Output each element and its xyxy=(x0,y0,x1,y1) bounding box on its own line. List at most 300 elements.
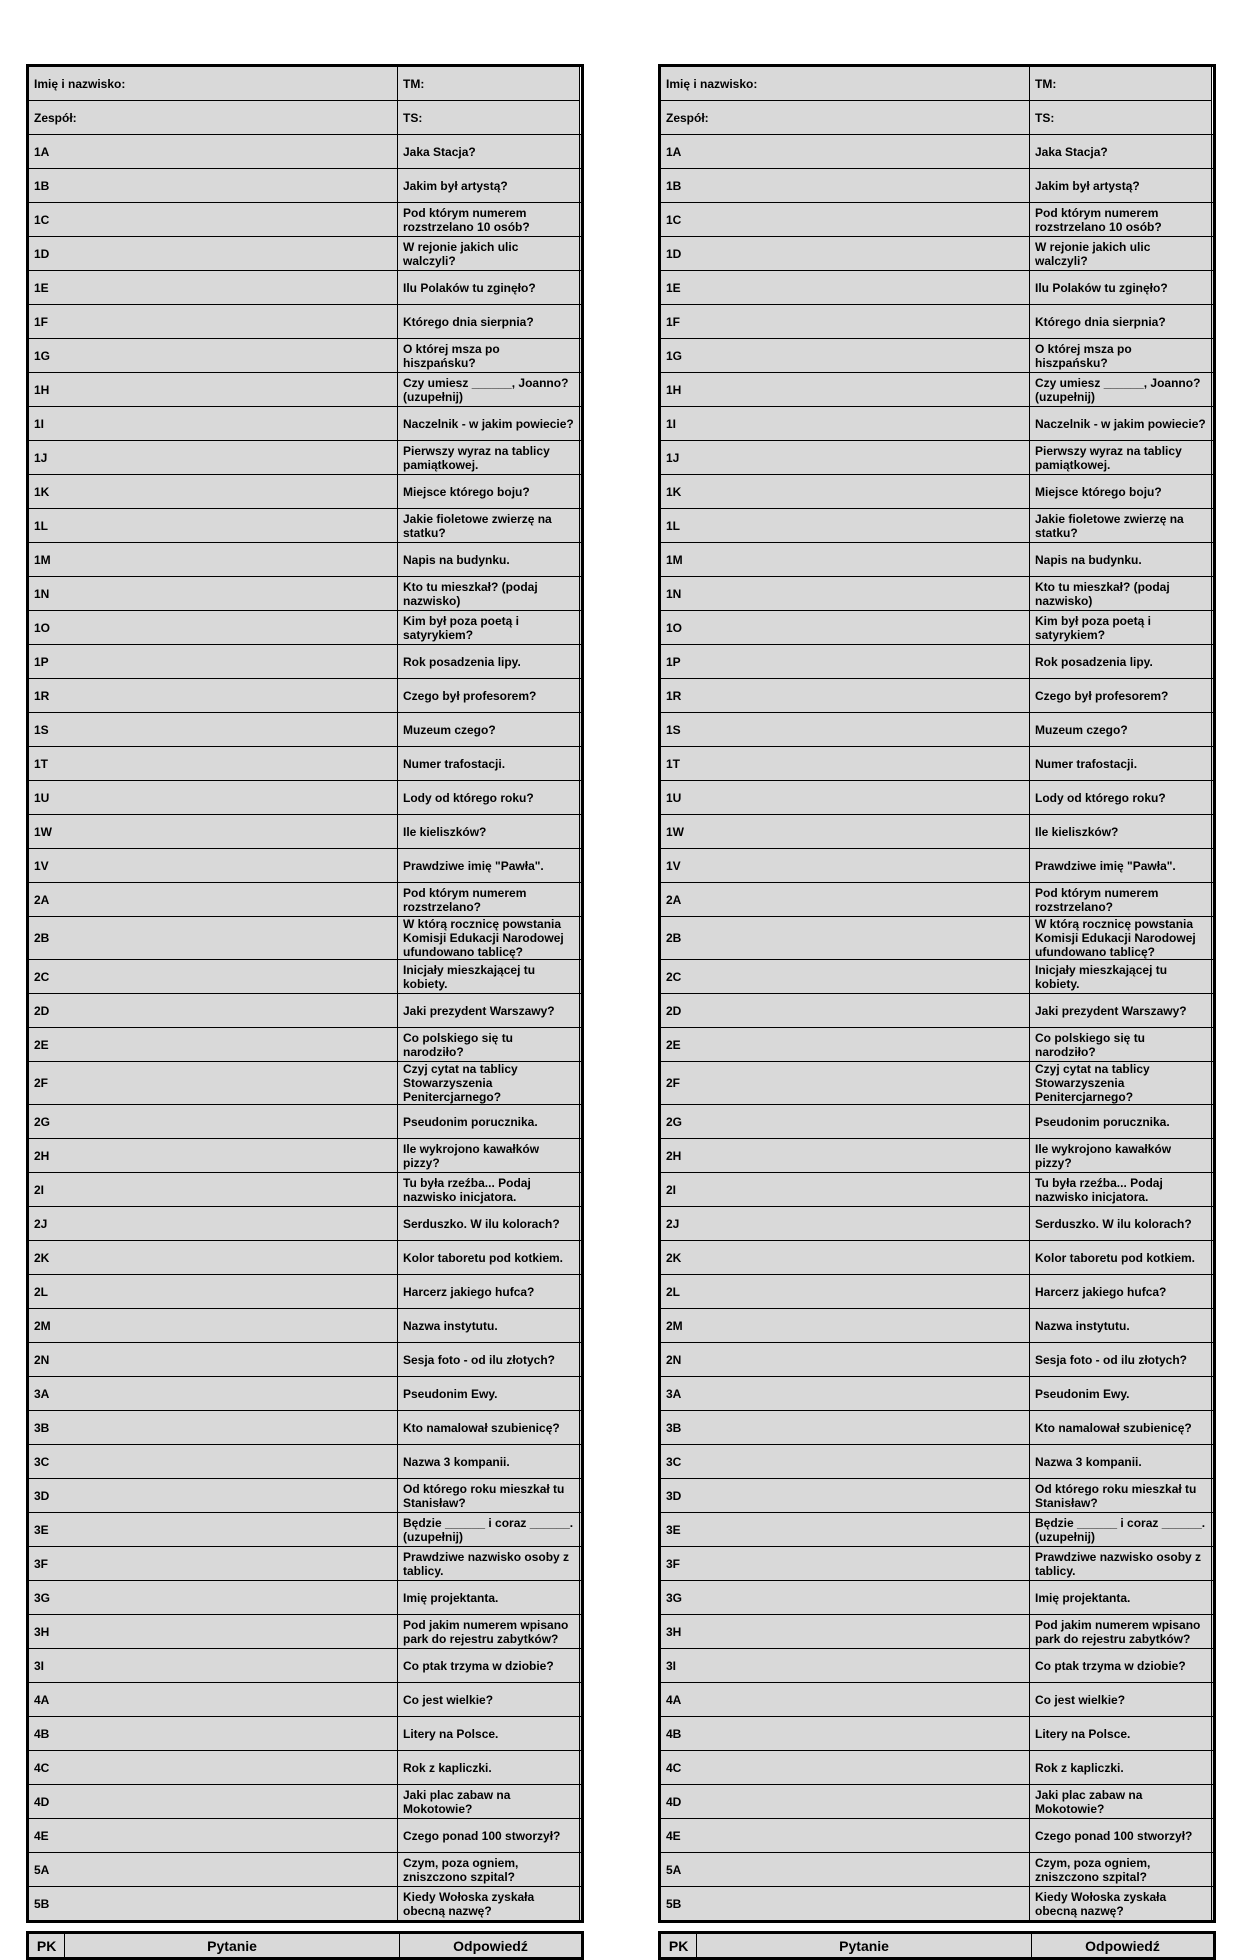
answer-cell[interactable] xyxy=(1212,713,1215,747)
checkpoint-code: 5A xyxy=(28,1853,398,1887)
question-row xyxy=(28,1785,583,1819)
ts-label: TS: xyxy=(403,110,423,125)
checkpoint-code: 3H xyxy=(660,1615,1030,1649)
checkpoint-code: 1I xyxy=(660,407,1030,441)
answer-cell[interactable] xyxy=(580,509,583,543)
checkpoint-code: 1J xyxy=(660,441,1030,475)
answer-cell[interactable] xyxy=(1212,203,1215,237)
question-text: Numer trafostacji. xyxy=(398,747,580,781)
answer-cell[interactable] xyxy=(1212,1581,1215,1615)
question-text: Pod którym numerem rozstrzelano? xyxy=(1030,883,1212,917)
answer-cell[interactable] xyxy=(1212,1173,1215,1207)
checkpoint-code: 2A xyxy=(28,883,398,917)
answer-cell[interactable] xyxy=(1212,237,1215,271)
answer-cell[interactable] xyxy=(580,1887,583,1922)
question-text: Nazwa 3 kompanii. xyxy=(398,1445,580,1479)
checkpoint-code: 1E xyxy=(28,271,398,305)
question-text: Pod którym numerem rozstrzelano? xyxy=(398,883,580,917)
checkpoint-code: 1J xyxy=(28,441,398,475)
answer-cell[interactable] xyxy=(1212,747,1215,781)
question-row xyxy=(28,169,583,203)
question-row xyxy=(660,373,1215,407)
question-row xyxy=(28,475,583,509)
answer-cell[interactable] xyxy=(580,577,583,611)
question-row xyxy=(28,373,583,407)
question-row xyxy=(660,305,1215,339)
team-field[interactable] xyxy=(28,101,398,135)
answer-cell[interactable] xyxy=(580,203,583,237)
answer-cell[interactable] xyxy=(580,1649,583,1683)
checkpoint-code: 4D xyxy=(660,1785,1030,1819)
question-text: Rok z kapliczki. xyxy=(398,1751,580,1785)
answer-cell[interactable] xyxy=(580,237,583,271)
answer-cell[interactable] xyxy=(1212,543,1215,577)
answer-cell[interactable] xyxy=(580,713,583,747)
checkpoint-code: 1T xyxy=(660,747,1030,781)
answer-cell[interactable] xyxy=(1212,1241,1215,1275)
question-row xyxy=(660,1649,1215,1683)
question-row xyxy=(28,1887,583,1922)
answer-cell[interactable] xyxy=(1212,1819,1215,1853)
checkpoint-code: 2H xyxy=(660,1139,1030,1173)
answer-cell[interactable] xyxy=(580,645,583,679)
question-text: Muzeum czego? xyxy=(1030,713,1212,747)
checkpoint-code: 2G xyxy=(660,1105,1030,1139)
answer-cell[interactable] xyxy=(580,1105,583,1139)
answer-cell[interactable] xyxy=(580,543,583,577)
checkpoint-code: 5A xyxy=(660,1853,1030,1887)
answer-cell[interactable] xyxy=(580,169,583,203)
answer-cell[interactable] xyxy=(580,1309,583,1343)
question-row xyxy=(660,1028,1215,1062)
checkpoint-code: 1P xyxy=(660,645,1030,679)
checkpoint-code: 2K xyxy=(660,1241,1030,1275)
question-text: Czyj cytat na tablicy Stowarzyszenia Penitercjarnego? xyxy=(1030,1062,1212,1105)
question-row xyxy=(28,815,583,849)
answer-cell[interactable] xyxy=(1212,1513,1215,1547)
question-text: Którego dnia sierpnia? xyxy=(1030,305,1212,339)
team-label: Zespół: xyxy=(34,110,77,125)
answer-cell[interactable] xyxy=(580,271,583,305)
checkpoint-code: 4A xyxy=(28,1683,398,1717)
question-row xyxy=(28,1377,583,1411)
question-row xyxy=(660,1785,1215,1819)
question-text: Rok posadzenia lipy. xyxy=(398,645,580,679)
answer-cell[interactable] xyxy=(1212,475,1215,509)
checkpoint-code: 4A xyxy=(660,1683,1030,1717)
answer-cell[interactable] xyxy=(1212,1853,1215,1887)
answer-cell[interactable] xyxy=(1212,849,1215,883)
answer-cell[interactable] xyxy=(1212,373,1215,407)
question-text: Jaki plac zabaw na Mokotowie? xyxy=(1030,1785,1212,1819)
question-text: Kto namalował szubienicę? xyxy=(1030,1411,1212,1445)
checkpoint-code: 2E xyxy=(28,1028,398,1062)
question-row xyxy=(28,1207,583,1241)
answer-cell[interactable] xyxy=(1212,1275,1215,1309)
question-text: Jaka Stacja? xyxy=(1030,135,1212,169)
question-row xyxy=(660,1411,1215,1445)
question-row xyxy=(28,1343,583,1377)
checkpoint-code: 2I xyxy=(28,1173,398,1207)
answer-cell[interactable] xyxy=(580,135,583,169)
question-row xyxy=(660,1105,1215,1139)
answer-cell[interactable] xyxy=(1212,1139,1215,1173)
question-text: Pseudonim porucznika. xyxy=(398,1105,580,1139)
answer-cell[interactable] xyxy=(1212,1062,1215,1105)
answer-cell[interactable] xyxy=(1212,781,1215,815)
answer-cell[interactable] xyxy=(1212,1411,1215,1445)
answer-cell[interactable] xyxy=(1212,1785,1215,1819)
answer-cell[interactable] xyxy=(580,917,583,960)
answer-cell[interactable] xyxy=(580,1343,583,1377)
question-text: Imię projektanta. xyxy=(398,1581,580,1615)
question-row xyxy=(28,1173,583,1207)
answer-cell[interactable] xyxy=(1212,1377,1215,1411)
answer-cell[interactable] xyxy=(1212,960,1215,994)
answer-cell[interactable] xyxy=(1212,679,1215,713)
answer-cell[interactable] xyxy=(580,1173,583,1207)
question-text: Ile kieliszków? xyxy=(398,815,580,849)
checkpoint-code: 2N xyxy=(28,1343,398,1377)
answer-cell[interactable] xyxy=(580,1411,583,1445)
question-text: Numer trafostacji. xyxy=(1030,747,1212,781)
answer-cell[interactable] xyxy=(1212,815,1215,849)
question-text: W rejonie jakich ulic walczyli? xyxy=(1030,237,1212,271)
question-text: Nazwa instytutu. xyxy=(398,1309,580,1343)
question-text: Jaki prezydent Warszawy? xyxy=(1030,994,1212,1028)
answer-cell[interactable] xyxy=(1212,339,1215,373)
answer-cell[interactable] xyxy=(1212,611,1215,645)
question-text: Którego dnia sierpnia? xyxy=(398,305,580,339)
answer-cell[interactable] xyxy=(1212,1683,1215,1717)
answer-cell[interactable] xyxy=(1212,645,1215,679)
question-text: Litery na Polsce. xyxy=(398,1717,580,1751)
question-text: Ile kieliszków? xyxy=(1030,815,1212,849)
question-text: Napis na budynku. xyxy=(1030,543,1212,577)
answer-cell[interactable] xyxy=(580,373,583,407)
questions-table xyxy=(26,1931,584,1960)
checkpoint-code: 1R xyxy=(28,679,398,713)
question-row xyxy=(660,1717,1215,1751)
answer-cell[interactable] xyxy=(580,1445,583,1479)
team-header xyxy=(658,64,1216,1923)
answer-cell[interactable] xyxy=(1212,441,1215,475)
name-label: Imię i nazwisko: xyxy=(666,76,758,91)
checkpoint-code: 1S xyxy=(28,713,398,747)
checkpoint-code: 1G xyxy=(660,339,1030,373)
question-text: Czego ponad 100 stworzył? xyxy=(1030,1819,1212,1853)
question-row xyxy=(660,1207,1215,1241)
answer-cell[interactable] xyxy=(580,849,583,883)
question-row xyxy=(28,1275,583,1309)
question-text: Kto namalował szubienicę? xyxy=(398,1411,580,1445)
pk-column-header: PK xyxy=(28,1933,65,1959)
checkpoint-code: 2J xyxy=(660,1207,1030,1241)
checkpoint-code: 1O xyxy=(28,611,398,645)
question-text: Nazwa instytutu. xyxy=(1030,1309,1212,1343)
answer-cell[interactable] xyxy=(1212,883,1215,917)
question-text: Jakim był artystą? xyxy=(1030,169,1212,203)
question-row xyxy=(660,1241,1215,1275)
question-row xyxy=(28,1309,583,1343)
checkpoint-code: 1C xyxy=(660,203,1030,237)
checkpoint-code: 2D xyxy=(28,994,398,1028)
checkpoint-code: 1C xyxy=(28,203,398,237)
checkpoint-code: 2K xyxy=(28,1241,398,1275)
question-row xyxy=(28,611,583,645)
question-row xyxy=(660,1173,1215,1207)
question-text: Sesja foto - od ilu złotych? xyxy=(398,1343,580,1377)
checkpoint-code: 4D xyxy=(28,1785,398,1819)
answer-cell[interactable] xyxy=(580,1785,583,1819)
answer-cell[interactable] xyxy=(1212,509,1215,543)
question-row xyxy=(28,883,583,917)
question-text: Pseudonim Ewy. xyxy=(398,1377,580,1411)
answer-cell[interactable] xyxy=(580,1547,583,1581)
question-row xyxy=(28,1751,583,1785)
question-row xyxy=(660,815,1215,849)
checkpoint-code: 2B xyxy=(28,917,398,960)
answer-cell[interactable] xyxy=(1212,1207,1215,1241)
question-text: Ile wykrojono kawałków pizzy? xyxy=(398,1139,580,1173)
question-row xyxy=(28,1513,583,1547)
tm-label: TM: xyxy=(1035,76,1057,91)
answer-cell[interactable] xyxy=(580,994,583,1028)
question-row xyxy=(660,1513,1215,1547)
question-row xyxy=(660,135,1215,169)
question-text: Harcerz jakiego hufca? xyxy=(1030,1275,1212,1309)
name-field[interactable] xyxy=(660,66,1030,101)
checkpoint-code: 1V xyxy=(28,849,398,883)
answer-cell[interactable] xyxy=(1212,1445,1215,1479)
checkpoint-code: 2H xyxy=(28,1139,398,1173)
question-row xyxy=(660,1751,1215,1785)
answer-cell[interactable] xyxy=(580,1853,583,1887)
question-row xyxy=(660,169,1215,203)
ts-field[interactable] xyxy=(1030,101,1212,135)
answer-cell[interactable] xyxy=(1212,1343,1215,1377)
answer-cell[interactable] xyxy=(580,1062,583,1105)
question-row xyxy=(28,1411,583,1445)
question-row xyxy=(28,679,583,713)
question-row xyxy=(660,849,1215,883)
question-text: Pseudonim Ewy. xyxy=(1030,1377,1212,1411)
answer-cell[interactable] xyxy=(1212,1615,1215,1649)
answer-column-header: Odpowiedź xyxy=(399,1933,582,1959)
answer-cell[interactable] xyxy=(580,1717,583,1751)
question-text: Kolor taboretu pod kotkiem. xyxy=(1030,1241,1212,1275)
answer-cell[interactable] xyxy=(580,1139,583,1173)
checkpoint-code: 2F xyxy=(660,1062,1030,1105)
tm-label: TM: xyxy=(403,76,425,91)
question-row xyxy=(28,1139,583,1173)
checkpoint-code: 2M xyxy=(660,1309,1030,1343)
question-row xyxy=(660,1062,1215,1105)
checkpoint-code: 2F xyxy=(28,1062,398,1105)
question-row xyxy=(660,1139,1215,1173)
answer-cell[interactable] xyxy=(580,883,583,917)
answer-cell[interactable] xyxy=(580,475,583,509)
question-row xyxy=(28,509,583,543)
question-text: Kiedy Wołoska zyskała obecną nazwę? xyxy=(1030,1887,1212,1922)
question-row xyxy=(28,407,583,441)
answer-cell[interactable] xyxy=(580,1615,583,1649)
question-text: Jaka Stacja? xyxy=(398,135,580,169)
answer-cell[interactable] xyxy=(580,747,583,781)
answer-cell[interactable] xyxy=(1212,577,1215,611)
answer-cell[interactable] xyxy=(580,1028,583,1062)
question-row xyxy=(660,679,1215,713)
answer-cell[interactable] xyxy=(580,339,583,373)
answer-cell[interactable] xyxy=(580,1377,583,1411)
checkpoint-code: 4E xyxy=(660,1819,1030,1853)
question-text: Pseudonim porucznika. xyxy=(1030,1105,1212,1139)
answer-cell[interactable] xyxy=(580,1207,583,1241)
question-text: Czego ponad 100 stworzył? xyxy=(398,1819,580,1853)
question-row xyxy=(28,994,583,1028)
question-text: Co jest wielkie? xyxy=(1030,1683,1212,1717)
checkpoint-code: 2G xyxy=(28,1105,398,1139)
question-row xyxy=(660,1819,1215,1853)
answer-sheet-right xyxy=(658,64,1216,1960)
checkpoint-code: 4C xyxy=(28,1751,398,1785)
question-text: Będzie ______ i coraz ______. (uzupełnij) xyxy=(398,1513,580,1547)
answer-cell[interactable] xyxy=(580,1819,583,1853)
answer-cell[interactable] xyxy=(580,1683,583,1717)
question-text: Tu była rzeźba... Podaj nazwisko inicjatora. xyxy=(1030,1173,1212,1207)
question-column-header: Pytanie xyxy=(65,1933,400,1959)
question-text: Kim był poza poetą i satyrykiem? xyxy=(398,611,580,645)
questions-table xyxy=(658,1931,1216,1960)
checkpoint-code: 4B xyxy=(660,1717,1030,1751)
question-text: Naczelnik - w jakim powiecie? xyxy=(398,407,580,441)
checkpoint-code: 1D xyxy=(28,237,398,271)
question-text: Kolor taboretu pod kotkiem. xyxy=(398,1241,580,1275)
question-text: Pod którym numerem rozstrzelano 10 osób? xyxy=(398,203,580,237)
answer-cell[interactable] xyxy=(1212,1547,1215,1581)
answer-cell[interactable] xyxy=(580,441,583,475)
answer-cell[interactable] xyxy=(1212,1309,1215,1343)
answer-cell[interactable] xyxy=(580,815,583,849)
question-text: Od którego roku mieszkał tu Stanisław? xyxy=(398,1479,580,1513)
tm-field[interactable] xyxy=(1030,66,1212,101)
checkpoint-code: 1L xyxy=(28,509,398,543)
question-row xyxy=(28,960,583,994)
checkpoint-code: 2I xyxy=(660,1173,1030,1207)
answer-cell[interactable] xyxy=(580,407,583,441)
checkpoint-code: 3G xyxy=(660,1581,1030,1615)
checkpoint-code: 1E xyxy=(660,271,1030,305)
answer-cell[interactable] xyxy=(580,305,583,339)
checkpoint-code: 3F xyxy=(660,1547,1030,1581)
question-text: Prawdziwe imię "Pawła". xyxy=(398,849,580,883)
answer-cell[interactable] xyxy=(1212,1028,1215,1062)
question-row xyxy=(660,713,1215,747)
question-text: Naczelnik - w jakim powiecie? xyxy=(1030,407,1212,441)
answer-cell[interactable] xyxy=(580,781,583,815)
checkpoint-code: 1B xyxy=(660,169,1030,203)
team-field[interactable] xyxy=(660,101,1030,135)
question-text: Co ptak trzyma w dziobie? xyxy=(398,1649,580,1683)
tm-field[interactable] xyxy=(398,66,580,101)
answer-cell[interactable] xyxy=(1212,1717,1215,1751)
checkpoint-code: 1N xyxy=(28,577,398,611)
question-text: Jakie fioletowe zwierzę na statku? xyxy=(398,509,580,543)
question-row xyxy=(660,645,1215,679)
question-row xyxy=(660,203,1215,237)
answer-cell[interactable] xyxy=(1212,1479,1215,1513)
question-row xyxy=(28,781,583,815)
question-text: W rejonie jakich ulic walczyli? xyxy=(398,237,580,271)
question-text: Prawdziwe nazwisko osoby z tablicy. xyxy=(398,1547,580,1581)
question-row xyxy=(28,645,583,679)
question-row xyxy=(660,611,1215,645)
checkpoint-code: 1S xyxy=(660,713,1030,747)
answer-cell[interactable] xyxy=(1212,169,1215,203)
answer-cell[interactable] xyxy=(580,1751,583,1785)
name-label: Imię i nazwisko: xyxy=(34,76,126,91)
question-text: Pierwszy wyraz na tablicy pamiątkowej. xyxy=(1030,441,1212,475)
question-row xyxy=(660,237,1215,271)
answer-cell[interactable] xyxy=(1212,994,1215,1028)
question-text: Jaki prezydent Warszawy? xyxy=(398,994,580,1028)
checkpoint-code: 3E xyxy=(660,1513,1030,1547)
answer-cell[interactable] xyxy=(580,1581,583,1615)
answer-cell[interactable] xyxy=(1212,1751,1215,1785)
answer-cell[interactable] xyxy=(1212,407,1215,441)
checkpoint-code: 1G xyxy=(28,339,398,373)
answer-cell[interactable] xyxy=(580,960,583,994)
question-text: Pod jakim numerem wpisano park do rejestru zabytków? xyxy=(398,1615,580,1649)
question-row xyxy=(28,305,583,339)
answer-cell[interactable] xyxy=(1212,1887,1215,1922)
name-field[interactable] xyxy=(28,66,398,101)
checkpoint-code: 1R xyxy=(660,679,1030,713)
question-text: Będzie ______ i coraz ______. (uzupełnij) xyxy=(1030,1513,1212,1547)
checkpoint-code: 2A xyxy=(660,883,1030,917)
ts-field[interactable] xyxy=(398,101,580,135)
checkpoint-code: 2N xyxy=(660,1343,1030,1377)
question-row xyxy=(28,713,583,747)
question-text: Ilu Polaków tu zginęło? xyxy=(398,271,580,305)
answer-cell[interactable] xyxy=(580,1513,583,1547)
question-text: Co jest wielkie? xyxy=(398,1683,580,1717)
question-text: Harcerz jakiego hufca? xyxy=(398,1275,580,1309)
checkpoint-code: 3B xyxy=(28,1411,398,1445)
question-row xyxy=(28,237,583,271)
question-text: Czyj cytat na tablicy Stowarzyszenia Penitercjarnego? xyxy=(398,1062,580,1105)
answer-cell[interactable] xyxy=(1212,271,1215,305)
checkpoint-code: 3F xyxy=(28,1547,398,1581)
question-row xyxy=(660,509,1215,543)
question-row xyxy=(28,1062,583,1105)
answer-cell[interactable] xyxy=(580,611,583,645)
answer-cell[interactable] xyxy=(580,1275,583,1309)
answer-cell[interactable] xyxy=(580,1241,583,1275)
question-row xyxy=(28,543,583,577)
answer-cell[interactable] xyxy=(580,679,583,713)
answer-cell[interactable] xyxy=(1212,1649,1215,1683)
answer-cell[interactable] xyxy=(1212,305,1215,339)
answer-cell[interactable] xyxy=(1212,1105,1215,1139)
answer-cell[interactable] xyxy=(1212,135,1215,169)
checkpoint-code: 2J xyxy=(28,1207,398,1241)
answer-cell[interactable] xyxy=(1212,917,1215,960)
question-text: Prawdziwe imię "Pawła". xyxy=(1030,849,1212,883)
answer-cell[interactable] xyxy=(580,1479,583,1513)
question-text: Lody od którego roku? xyxy=(1030,781,1212,815)
checkpoint-code: 1U xyxy=(28,781,398,815)
